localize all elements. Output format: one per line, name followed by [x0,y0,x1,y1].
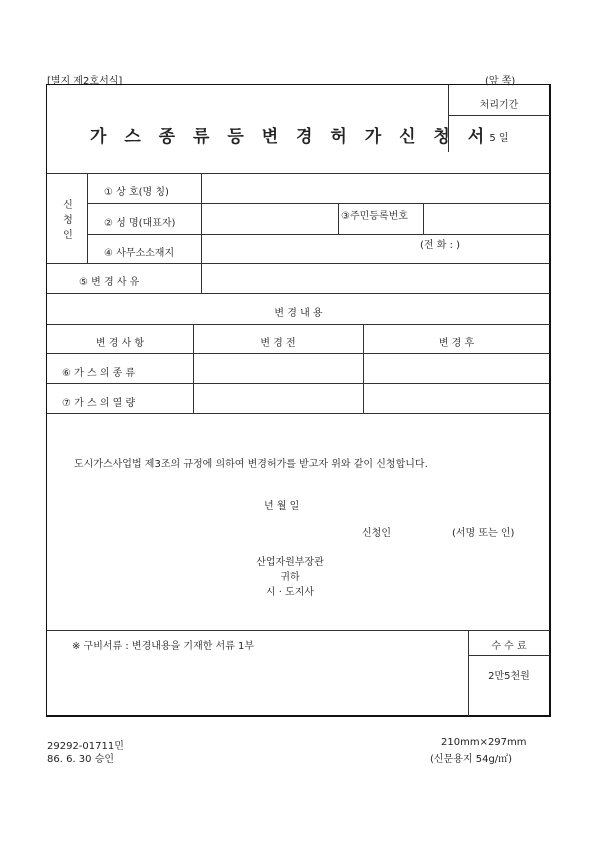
divider [47,324,550,325]
divider [423,203,424,234]
gas-heat-after-field[interactable] [365,385,548,411]
form-title: 가 스 종 류 등 변 경 허 가 신 청 서 [90,127,491,147]
representative-name-label: ② 성 명(대표자) [104,218,176,229]
recipient-honorific: 귀하 [280,572,300,583]
divider [47,263,550,264]
gas-heat-row-label: ⑦ 가 스 의 열 량 [62,398,136,409]
signature-or-seal-label: (서명 또는 인) [452,528,515,539]
trade-name-label: ① 상 호(명 칭) [104,187,169,198]
column-before-change: 변 경 전 [260,338,296,349]
paper-size: 210mm×297mm [441,737,527,748]
divider [87,203,550,204]
divider [338,203,339,234]
divider [47,293,550,294]
divider [47,353,550,354]
approval-date: 86. 6. 30 승인 [47,754,115,765]
column-after-change: 변 경 후 [438,338,475,349]
divider [87,173,88,263]
gas-type-row-label: ⑥ 가 스 의 종 류 [62,368,136,379]
processing-period-value: 5 일 [489,133,509,144]
representative-name-field[interactable] [203,205,336,232]
gas-type-after-field[interactable] [365,355,548,382]
recipient-governor: 시 · 도지사 [265,587,315,598]
applicant-group-label-2: 청 [63,215,73,226]
change-contents-title: 변 경 내 용 [274,308,323,319]
form-reference: [별지 제2호서식] [47,76,123,87]
resident-number-field[interactable] [425,205,548,232]
fee-label: 수 수 료 [491,641,527,652]
change-reason-field[interactable] [203,265,548,291]
date-line: 년 월 일 [264,501,300,512]
paper-type: (신문용지 54g/㎡) [430,754,513,765]
applicant-group-label-3: 인 [63,230,73,241]
declaration-text: 도시가스사업법 제3조의 규정에 의하여 변경허가를 받고자 위와 같이 신청합니다. [74,459,428,470]
divider [87,234,550,235]
divider [448,115,550,116]
applicant-signature-label: 신청인 [362,528,391,539]
phone-label: (전 화 : ) [420,240,461,251]
office-address-field[interactable] [203,236,413,261]
column-change-item: 변 경 사 항 [95,338,145,349]
divider [47,413,550,414]
fee-value: 2만5천원 [488,671,530,682]
divider [47,630,550,631]
resident-number-label: ③주민등록번호 [341,211,408,222]
required-documents-note: ※ 구비서류 : 변경내용을 기재한 서류 1부 [72,641,255,652]
recipient-minister: 산업자원부장관 [256,557,324,568]
divider [47,173,550,174]
page-side-label: (앞 쪽) [485,76,516,87]
processing-period-label: 처리기간 [479,100,519,111]
divider [201,173,202,293]
gas-heat-before-field[interactable] [195,385,361,411]
gas-type-before-field[interactable] [195,355,361,382]
divider [468,655,550,656]
applicant-group-label-1: 신 [63,200,73,211]
trade-name-field[interactable] [203,175,548,201]
office-address-label: ④ 사무소소재지 [104,248,175,259]
form-code: 29292-01711민 [47,741,124,752]
change-reason-label: ⑤ 변 경 사 유 [79,277,140,288]
divider [47,383,550,384]
